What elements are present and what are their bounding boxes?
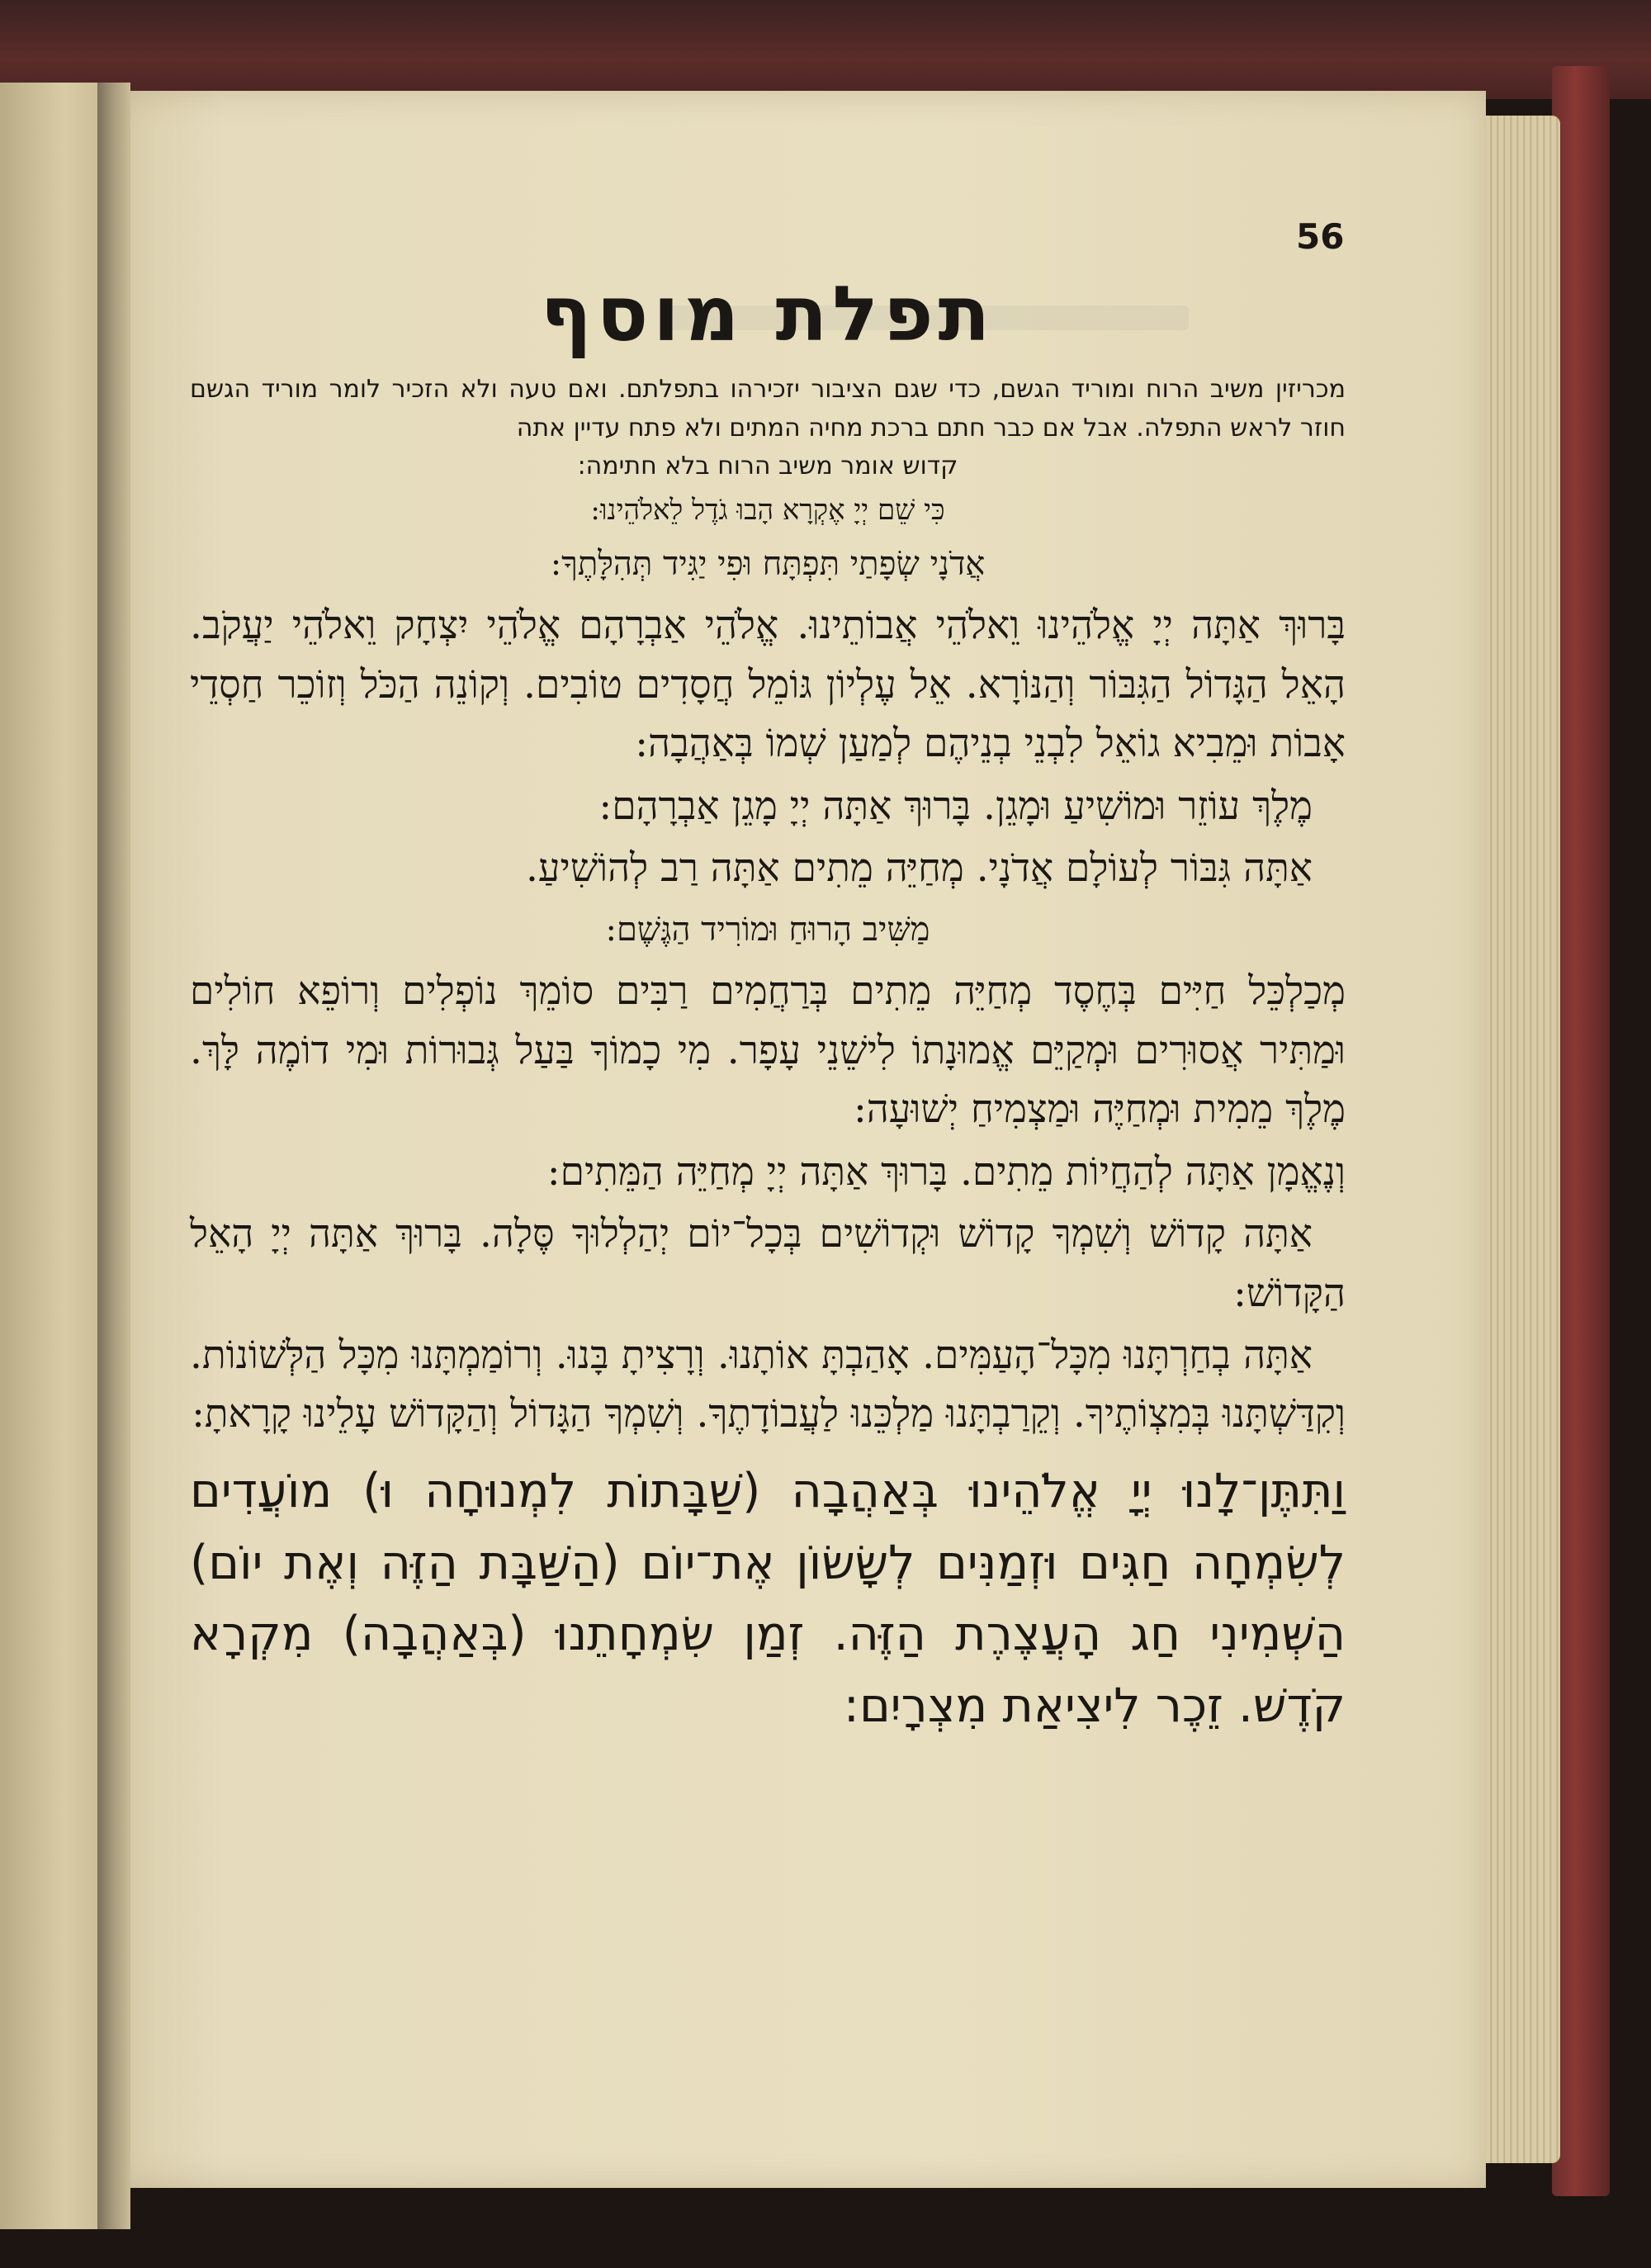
book-gutter <box>97 83 130 2229</box>
paragraph-kedusha: אַתָּה קָדוֹשׁ וְשִׁמְךָ קָדוֹשׁ וּקְדוֹשִׁים בְּכָל־יוֹם יְהַלְלוּךָ סֶּלָה. בָּרוּךְ אַתָּה יְיָ הָאֵל הַקָּדוֹשׁ: <box>190 1211 1346 1316</box>
paragraph-vatiten: וַתִּתֶּן־לָנוּ יְיָ אֱלֹהֵינוּ בְּאַהֲבָה (שַׁבָּתוֹת לִמְנוּחָה וּ) מוֹעֲדִים לְשִׂמְחָה חַגִּים וּזְמַנִּים לְשָׂשׂוֹן אֶת־יוֹם (הַשַּׁבָּת הַזֶּה וְאֶת יוֹם) הַשְּׁמִינִי חַג הָעֲצֶרֶת הַזֶּה. זְמַן שִׂמְחָתֵנוּ (בְּאַהֲבָה) מִקְרָא קֹדֶשׁ. זֵכֶר לִיצִיאַת מִצְרָיִם: <box>190 1463 1346 1733</box>
instruction-note-end: קדוש אומר משיב הרוח בלא חתימה: <box>577 452 958 481</box>
paragraph-avot: בָּרוּךְ אַתָּה יְיָ אֱלֹהֵינוּ וֵאלֹהֵי אֲבוֹתֵינוּ. אֱלֹהֵי אַבְרָהָם אֱלֹהֵי יִצְחָק וֵאלֹהֵי יַעֲקֹב. הָאֵל הַגָּדוֹל הַגִּבּוֹר וְהַנּוֹרָא. אֵל עֶלְיוֹן גּוֹמֵל חֲסָדִים טוֹבִים. וְקוֹנֵה הַכֹּל וְזוֹכֵר חַסְדֵי אָבוֹת וּמֵבִיא גוֹאֵל לִבְנֵי בְנֵיהֶם לְמַעַן שְׁמוֹ בְּאַהֲבָה: <box>190 603 1346 767</box>
book-cover-top <box>0 0 1651 99</box>
paragraph-veneman: וְנֶאֱמָן אַתָּה לְהַחֲיוֹת מֵתִים. בָּרוּךְ אַתָּה יְיָ מְחַיֵּה הַמֵּתִים: <box>546 1148 1346 1195</box>
paragraph-melech: מֶלֶךְ עוֹזֵר וּמוֹשִׁיעַ וּמָגֵן. בָּרוּךְ אַתָּה יְיָ מָגֵן אַבְרָהָם: <box>598 783 1313 829</box>
line-mashiv-haruach: מַשִּׁיב הָרוּחַ וּמוֹרִיד הַגֶּשֶׁם: <box>605 911 930 949</box>
page-edges <box>1486 116 1560 2163</box>
page-content <box>190 206 1346 1741</box>
paragraph-mechalkel: מְכַלְכֵּל חַיִּים בְּחֶסֶד מְחַיֵּה מֵתִים בְּרַחֲמִים רַבִּים סוֹמֵךְ נוֹפְלִים וְרוֹפֵא חוֹלִים וּמַתִּיר אֲסוּרִים וּמְקַיֵּם אֱמוּנָתוֹ לִישֵׁנֵי עָפָר. מִי כָמוֹךָ בַּעַל גְּבוּרוֹת וּמִי דוֹמֶה לָּךְ. מֶלֶךְ מֵמִית וּמְחַיֶּה וּמַצְמִיחַ יְשׁוּעָה: <box>190 968 1346 1133</box>
instruction-note: מכריזין משיב הרוח ומוריד הגשם, כדי שגם הציבור יזכירהו בתפלתם. ואם טעה ולא הזכיר לומר מוריד הגשם חוזר לראש התפלה. אבל אם כבר חתם ברכת מחיה המתים ולא פתח עדיין אתה <box>190 375 1346 443</box>
paragraph-atah-gibor: אַתָּה גִּבּוֹר לְעוֹלָם אֲדֹנָי. מְחַיֵּה מֵתִים אַתָּה רַב לְהוֹשִׁיעַ. <box>525 845 1313 891</box>
paragraph-bechartanu: אַתָּה בְחַרְתָּנוּ מִכָּל־הָעַמִּים. אָהַבְתָּ אוֹתָנוּ. וְרָצִיתָ בָּנוּ. וְרוֹמַמְתָּנוּ מִכָּל הַלְּשׁוֹנוֹת. וְקִדַּשְׁתָּנוּ בְּמִצְוֹתֶיךָ. וְקֵרַבְתָּנוּ מַלְכֵּנוּ לַעֲבוֹדָתֶךָ. וְשִׁמְךָ הַגָּדוֹל וְהַקָּדוֹשׁ עָלֵינוּ קָרָאתָ: <box>190 1333 1346 1437</box>
verse-ki-shem: כִּי שֵׁם יְיָ אֶקְרָא הָבוּ גֹדֶל לֵאלֹהֵינוּ: <box>590 493 945 527</box>
verse-adonai-sefatai: אֲדֹנָי שְׂפָתַי תִּפְתָּח וּפִי יַגִּיד תְּהִלָּתֶךָ: <box>550 545 986 584</box>
book-cover-right <box>1552 66 1610 2196</box>
page-number: 56 <box>1296 216 1345 257</box>
page-title: תפלת מוסף <box>540 270 996 358</box>
left-page-edge <box>0 83 107 2229</box>
